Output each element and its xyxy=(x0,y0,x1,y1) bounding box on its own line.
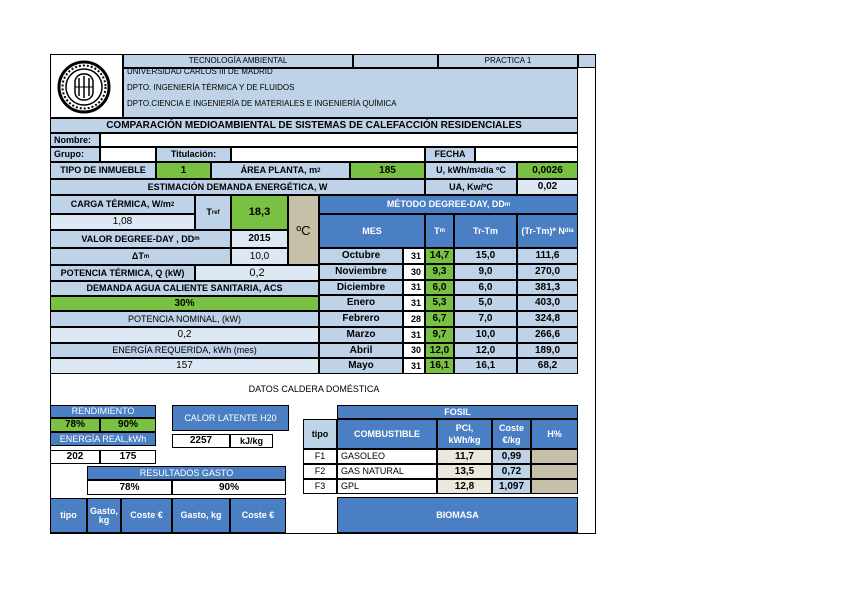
dd-days: 30 xyxy=(403,264,425,280)
nominal-value: 0,2 xyxy=(50,327,319,343)
rendimiento-1[interactable]: 78% xyxy=(50,418,100,432)
dd-calc: 68,2 xyxy=(517,358,578,374)
fosil-coste: 1,097 xyxy=(492,479,531,494)
page-title: COMPARACIÓN MEDIOAMBIENTAL DE SISTEMAS DE CALEFACCIÓN RESIDENCIALES xyxy=(50,118,578,133)
degree-day-title: MÉTODO DEGREE-DAY, DD m xyxy=(319,195,578,214)
fosil-col-combustible: COMBUSTIBLE xyxy=(337,419,437,449)
grupo-field[interactable] xyxy=(100,147,156,162)
department-block xyxy=(123,68,578,118)
tipo-inmueble-label: TIPO DE INMUEBLE xyxy=(50,162,156,179)
col-tm-text: T xyxy=(434,225,440,236)
dd-tm[interactable]: 12,0 xyxy=(425,343,454,358)
fosil-combustible: GPL xyxy=(337,479,437,494)
nombre-label: Nombre: xyxy=(50,133,100,147)
fosil-combustible: GAS NATURAL xyxy=(337,464,437,479)
fosil-col-coste-1: Coste xyxy=(498,422,524,433)
fosil-coste: 0,72 xyxy=(492,464,531,479)
carga-label: CARGA TÉRMICA, W/m 2 xyxy=(50,195,195,214)
dd-trtm: 10,0 xyxy=(454,327,517,343)
u-suffix: día ºC xyxy=(480,165,506,175)
dd-calc: 270,0 xyxy=(517,264,578,280)
dd-trtm: 12,0 xyxy=(454,343,517,358)
area-label: ÁREA PLANTA, m 2 xyxy=(211,162,350,179)
dd-tm[interactable]: 6,0 xyxy=(425,280,454,295)
caldera-title: DATOS CALDERA DOMÉSTICA xyxy=(248,383,380,394)
fosil-col-pci xyxy=(437,419,492,449)
res-col-gasto: Gasto, kg xyxy=(87,498,121,533)
fosil-h[interactable] xyxy=(531,449,578,464)
dd-tm[interactable]: 5,3 xyxy=(425,295,454,311)
degree-day-title-text: MÉTODO DEGREE-DAY, DD xyxy=(386,199,505,209)
dd-label: VALOR DEGREE-DAY , DD m xyxy=(50,230,231,248)
resultados-label: RESULTADOS GASTO xyxy=(87,466,286,480)
biomasa-title: BIOMASA xyxy=(337,497,578,533)
resultados-2: 90% xyxy=(172,480,286,495)
fosil-combustible: GASOLEO xyxy=(337,449,437,464)
dd-days: 28 xyxy=(403,311,425,327)
dd-trtm: 16,1 xyxy=(454,358,517,374)
calor-latente-unit: kJ/kg xyxy=(230,434,273,448)
calor-latente-label: CALOR LATENTE H20 xyxy=(172,405,289,431)
dd-calc: 324,8 xyxy=(517,311,578,327)
fosil-tipo: F3 xyxy=(303,479,337,494)
u-label: U, kWh/m 2 día ºC xyxy=(425,162,517,179)
dd-days: 31 xyxy=(403,280,425,295)
fosil-h[interactable] xyxy=(531,479,578,494)
tref-value[interactable]: 18,3 xyxy=(231,195,288,230)
org-name: TECNOLOGÍA AMBIENTAL xyxy=(123,54,353,68)
res-col-coste-2: Coste € xyxy=(230,498,286,533)
fosil-col-coste-2: €/kg xyxy=(502,434,521,445)
col-trtm: Tr-Tm xyxy=(454,214,517,248)
dd-trtm: 15,0 xyxy=(454,248,517,264)
energia-real-label: ENERGÍA REAL,kWh xyxy=(50,432,156,446)
practice-label: PRACTICA 1 xyxy=(438,54,578,68)
dd-mes: Marzo xyxy=(319,327,403,343)
col-calc: (Tr-Tm)* N dia xyxy=(517,214,578,248)
nominal-label: POTENCIA NOMINAL, (kW) xyxy=(50,311,319,327)
dt-value: 10,0 xyxy=(231,248,288,265)
titulacion-field[interactable] xyxy=(231,147,425,162)
u-value[interactable]: 0,0026 xyxy=(517,162,578,179)
dd-tm[interactable]: 6,7 xyxy=(425,311,454,327)
ua-value: 0,02 xyxy=(517,179,578,195)
fosil-title: FOSIL xyxy=(337,405,578,419)
fosil-col-coste xyxy=(492,419,531,449)
calor-latente-value: 2257 xyxy=(172,434,230,448)
dd-trtm: 5,0 xyxy=(454,295,517,311)
tref-label-text: T xyxy=(206,207,212,217)
resultados-1: 78% xyxy=(87,480,172,495)
celsius-unit: ºC xyxy=(288,195,319,265)
dd-tm[interactable]: 9,3 xyxy=(425,264,454,280)
dd-days: 31 xyxy=(403,358,425,374)
energia-real-2: 175 xyxy=(100,450,156,464)
dd-tm[interactable]: 14,7 xyxy=(425,248,454,264)
fosil-col-h: H% xyxy=(531,419,578,449)
fosil-coste: 0,99 xyxy=(492,449,531,464)
col-mes: MES xyxy=(319,214,425,248)
dd-days: 31 xyxy=(403,327,425,343)
department-2: DPTO.CIENCIA E INGENIERÍA DE MATERIALES E INGENIERÍA QUÍMICA xyxy=(127,99,397,108)
res-col-tipo: tipo xyxy=(50,498,87,533)
dd-days: 31 xyxy=(403,248,425,264)
department-1: DPTO. INGENIERÍA TÉRMICA Y DE FLUIDOS xyxy=(127,83,295,92)
dd-trtm: 7,0 xyxy=(454,311,517,327)
dd-trtm: 9,0 xyxy=(454,264,517,280)
col-calc-text: (Tr-Tm)* N xyxy=(521,225,565,236)
fosil-col-tipo: tipo xyxy=(303,419,337,449)
dd-tm[interactable]: 16,1 xyxy=(425,358,454,374)
dd-calc: 189,0 xyxy=(517,343,578,358)
energia-label: ENERGÍA REQUERIDA, kWh (mes) xyxy=(50,343,319,358)
potencia-value: 0,2 xyxy=(195,265,319,281)
dd-calc: 266,6 xyxy=(517,327,578,343)
dt-label-text: ΔT xyxy=(131,251,144,261)
carga-value: 1,08 xyxy=(50,214,195,230)
dd-mes: Enero xyxy=(319,295,403,311)
dd-calc: 111,6 xyxy=(517,248,578,264)
grupo-label: Grupo: xyxy=(50,147,100,162)
res-col-gasto-2: Gasto, kg xyxy=(172,498,230,533)
logo-cell xyxy=(50,54,123,118)
fosil-col-pci-2: kWh/kg xyxy=(448,434,481,445)
area-label-text: ÁREA PLANTA, m xyxy=(240,165,318,175)
titulacion-label: Titulación: xyxy=(156,147,231,162)
fecha-label: FECHA xyxy=(425,147,475,162)
acs-label: DEMANDA AGUA CALIENTE SANITARIA, ACS xyxy=(50,281,319,296)
dd-mes: Abril xyxy=(319,343,403,358)
rendimiento-2[interactable]: 90% xyxy=(100,418,156,432)
energia-value: 157 xyxy=(50,358,319,374)
res-col-coste: Coste € xyxy=(121,498,172,533)
university-name: UNIVERSIDAD CARLOS III DE MADRID xyxy=(127,69,273,76)
fosil-pci: 13,5 xyxy=(437,464,492,479)
header-end xyxy=(578,54,596,68)
dd-tm[interactable]: 9,7 xyxy=(425,327,454,343)
fosil-col-pci-1: PCI, xyxy=(455,422,474,433)
tref-label: T ref xyxy=(195,195,231,230)
dd-mes: Mayo xyxy=(319,358,403,374)
energia-real-1: 202 xyxy=(50,450,100,464)
fosil-tipo: F2 xyxy=(303,464,337,479)
dd-mes: Febrero xyxy=(319,311,403,327)
area-value[interactable]: 185 xyxy=(350,162,425,179)
tipo-inmueble-value[interactable]: 1 xyxy=(156,162,211,179)
ua-label: UA, Kw/ºC xyxy=(425,179,517,195)
fosil-pci: 11,7 xyxy=(437,449,492,464)
rendimiento-label: RENDIMIENTO xyxy=(50,405,156,418)
dd-trtm: 6,0 xyxy=(454,280,517,295)
dd-days: 30 xyxy=(403,343,425,358)
u-label-text: U, kWh/m xyxy=(436,165,478,175)
demanda-label: ESTIMACIÓN DEMANDA ENERGÉTICA, W xyxy=(50,179,425,195)
dd-mes: Noviembre xyxy=(319,264,403,280)
dd-calc: 381,3 xyxy=(517,280,578,295)
dd-mes: Diciembre xyxy=(319,280,403,295)
acs-value[interactable]: 30% xyxy=(50,296,319,311)
dd-label-text: VALOR DEGREE-DAY , DD xyxy=(81,233,195,244)
col-tm: T m xyxy=(425,214,454,248)
fosil-pci: 12,8 xyxy=(437,479,492,494)
dd-value: 2015 xyxy=(231,230,288,248)
dd-calc: 403,0 xyxy=(517,295,578,311)
nombre-field[interactable] xyxy=(100,133,578,147)
fecha-field[interactable] xyxy=(475,147,578,162)
header-spacer xyxy=(353,54,438,68)
carga-label-text: CARGA TÉRMICA, W/m xyxy=(70,199,171,209)
fosil-tipo: F1 xyxy=(303,449,337,464)
dd-days: 31 xyxy=(403,295,425,311)
fosil-h[interactable] xyxy=(531,464,578,479)
dd-mes: Octubre xyxy=(319,248,403,264)
potencia-label: POTENCIA TÉRMICA, Q (kW) xyxy=(50,265,195,281)
dt-label: ΔT m xyxy=(50,248,231,265)
